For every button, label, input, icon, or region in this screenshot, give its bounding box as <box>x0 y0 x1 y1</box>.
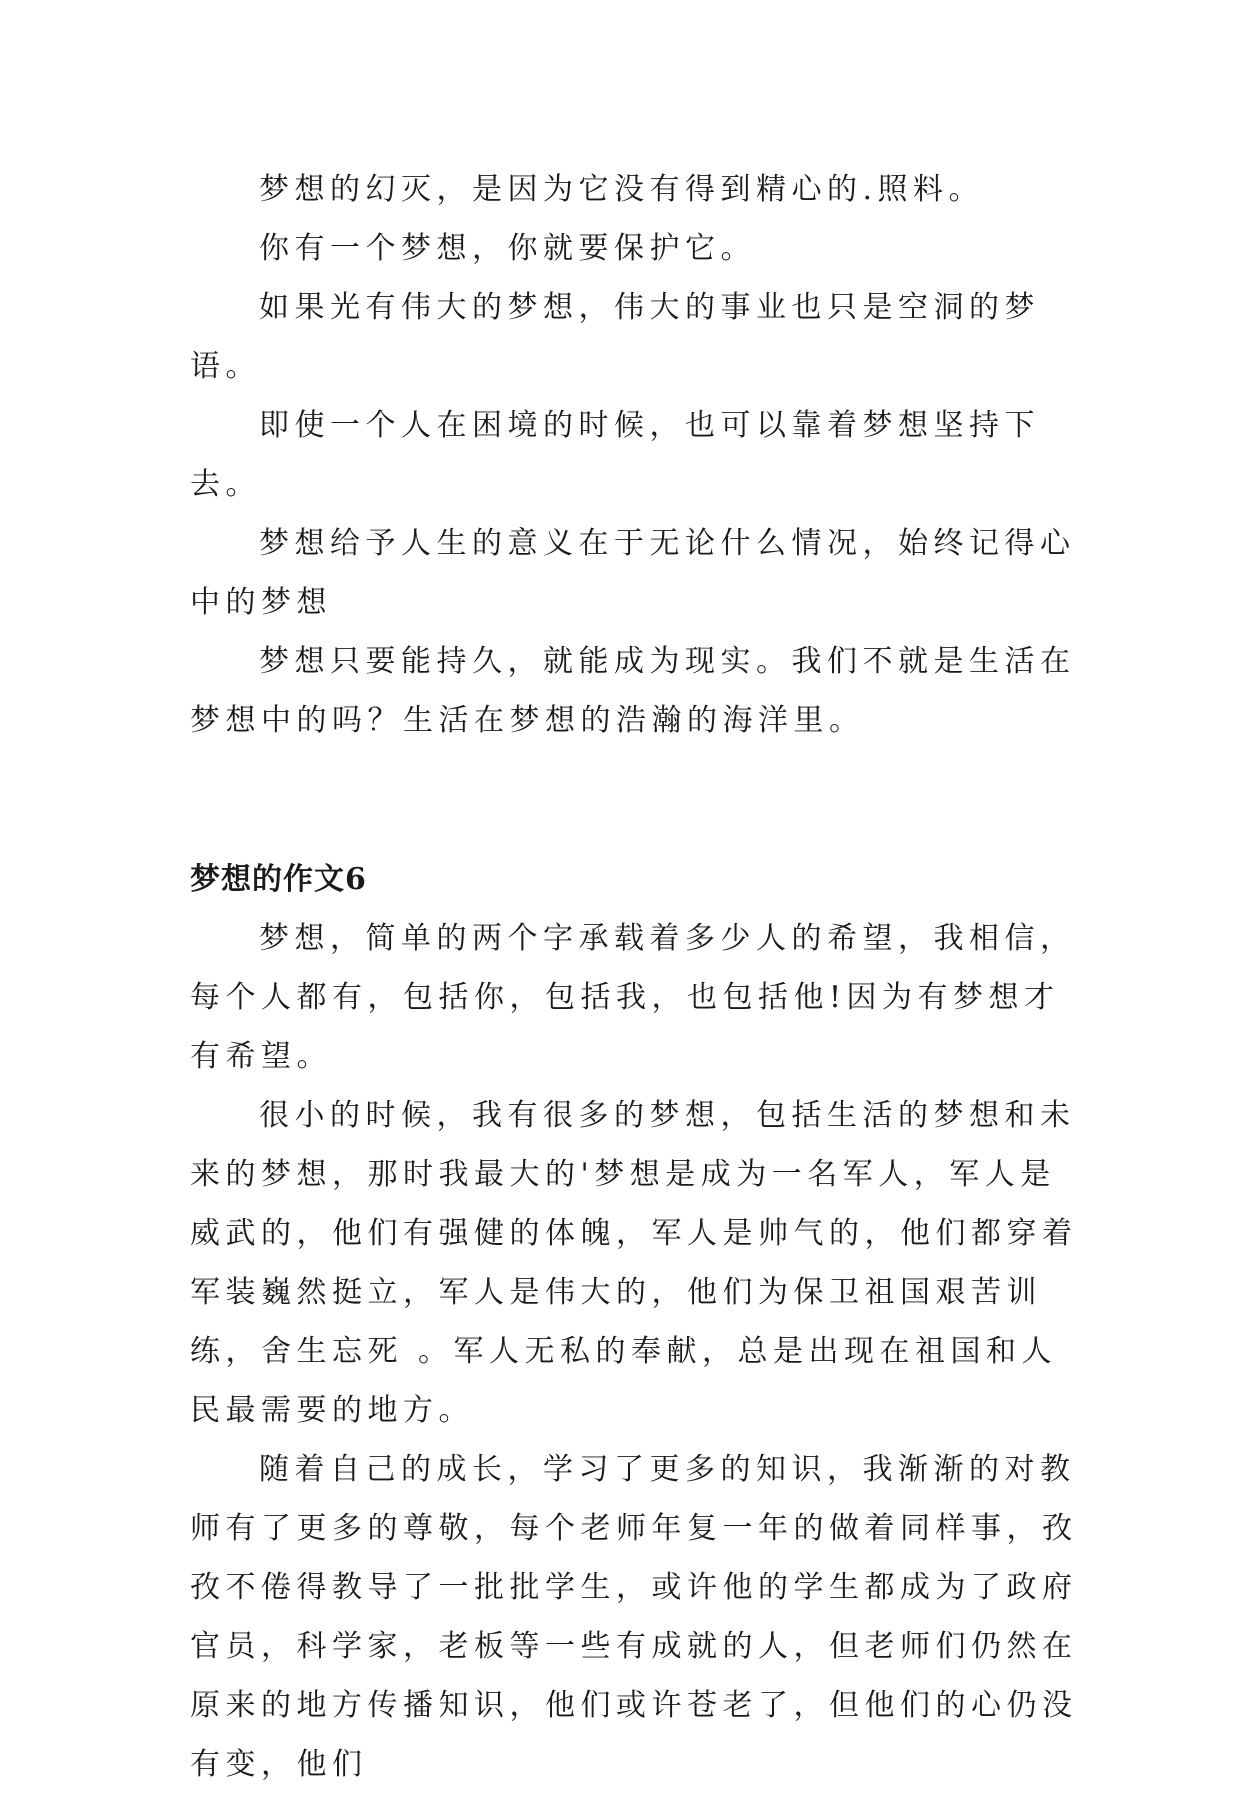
section-spacer <box>190 750 1080 850</box>
paragraph: 你有一个梦想，你就要保护它。 <box>259 231 756 266</box>
paragraph: 梦想给予人生的意义在于无论什么情况，始终记得心中的梦想 <box>190 526 1076 620</box>
document-body <box>190 160 1080 1794</box>
paragraph: 梦想的幻灭，是因为它没有得到精心的.照料。 <box>259 172 985 207</box>
section-heading: 梦想的作文6 <box>190 862 367 897</box>
paragraph: 梦想只要能持久，就能成为现实。我们不就是生活在梦想中的吗？生活在梦想的浩瀚的海洋里。 <box>190 644 1076 738</box>
paragraph: 如果光有伟大的梦想，伟大的事业也只是空洞的梦语。 <box>190 290 1040 384</box>
paragraph: 随着自己的成长，学习了更多的知识，我渐渐的对教师有了更多的尊敬，每个老师年复一年的做着同样事，孜孜不倦得教导了一批批学生，或许他的学生都成为了政府官员，科学家，老板等一些有成就的人，但老师们仍然在原来的地方传播知识，他们或许苍老了，但他们的心仍没有变，他们 <box>190 1452 1078 1782</box>
paragraph: 梦想，简单的两个字承载着多少人的希望，我相信，每个人都有，包括你，包括我，也包括他!因为有梦想才有希望。 <box>190 921 1076 1074</box>
paragraph: 即使一个人在困境的时候，也可以靠着梦想坚持下去。 <box>190 408 1040 502</box>
paragraph: 很小的时候，我有很多的梦想，包括生活的梦想和未来的梦想，那时我最大的'梦想是成为一名军人，军人是威武的，他们有强健的体魄，军人是帅气的，他们都穿着军装巍然挺立，军人是伟大的，他们为保卫祖国艰苦训练，舍生忘死 。军人无私的奉献，总是出现在祖国和人民最需要的地方。 <box>190 1098 1078 1428</box>
